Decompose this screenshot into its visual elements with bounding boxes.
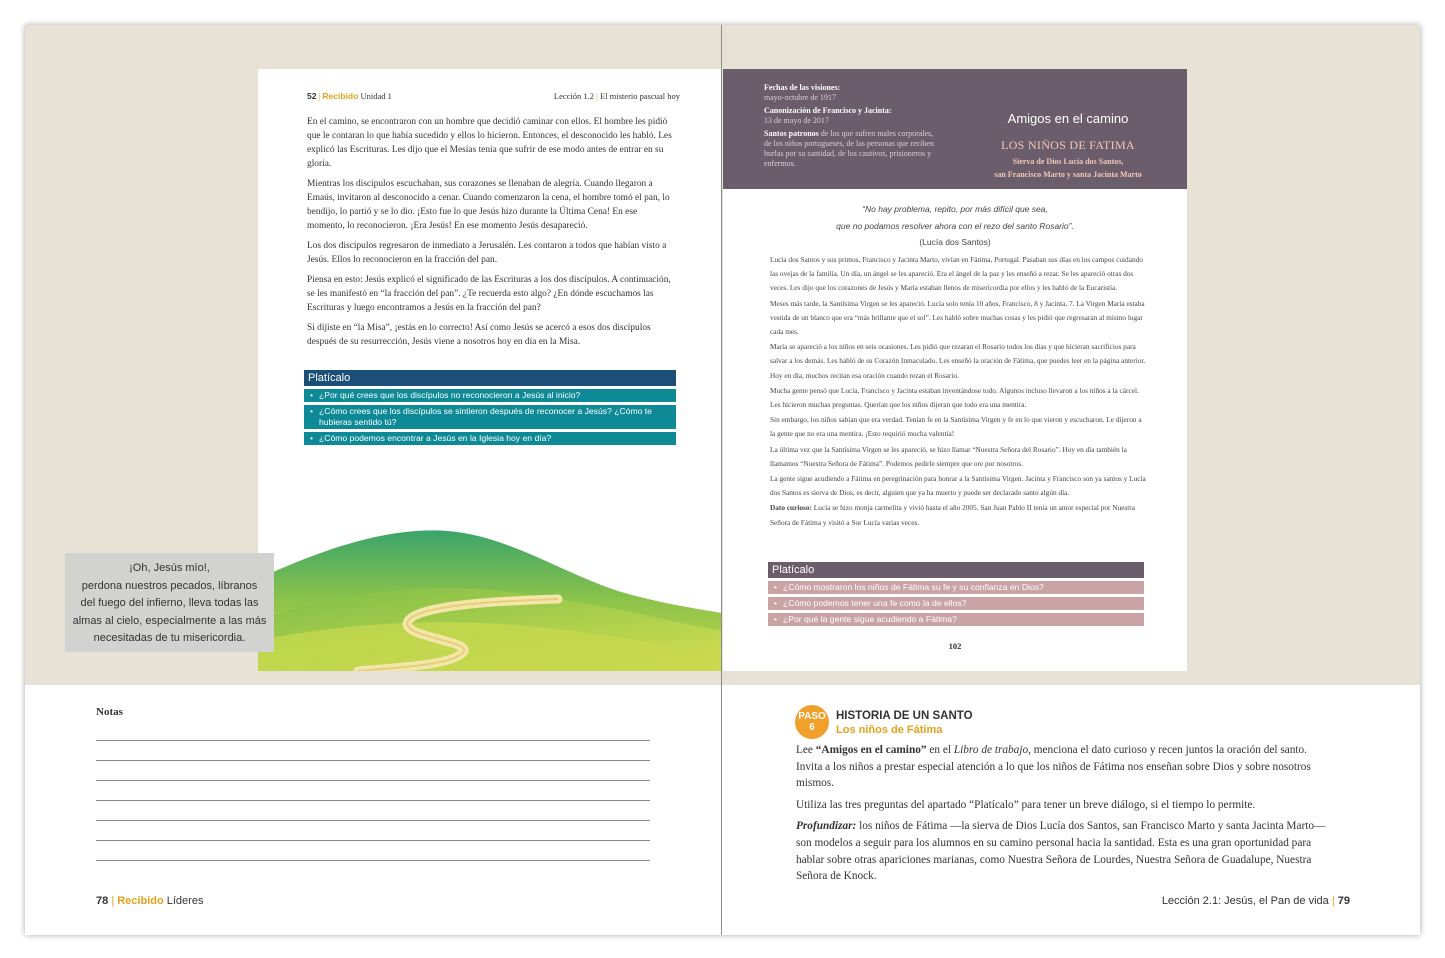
page-number: 52 [307,91,317,101]
discussion-question: • ¿Por qué la gente sigue acudiendo a Fátima? [768,613,1144,626]
student-page-102 [723,69,1187,671]
paragraph: María se apareció a los niños en seis ocasiones. Les pidió que rezaran el Rosario todos los días y que hicieran sacrificios para salvar a los demás. Les habló de su Corazón Inmaculado. Les enseñó la oración de Fátima, que puedes leer en la página anterior. Hoy en día, muchos recitan esa oración cuando rezan el Rosario. [770,342,1146,380]
paragraph: Piensa en esto: Jesús explicó el significado de las Escrituras a los dos discípulos. A continuación, se les manifestó en “la fracción del pan”. ¿Te recuerda esto algo? ¿En dónde escuchamos las Escrituras y luego encontramos a Jesús en la fracción del pan? [307,275,671,313]
story-text [307,115,677,355]
leader-instructions [796,742,1336,890]
step-badge: PASO 6 [795,705,829,739]
prayer-line: almas al cielo, especialmente a las más [72,614,267,627]
note-line[interactable] [96,800,650,801]
platicalo-box [304,370,676,445]
paragraph: Los dos discípulos regresaron de inmediato a Jerusalén. Les contaron a todos que habían visto a Jesús. Ellos lo reconocieron en la fracción del pan. [307,241,667,265]
prayer-line: perdona nuestros pecados, líbranos [81,579,258,592]
book-spread [25,25,1420,935]
note-line[interactable] [96,740,650,741]
note-line[interactable] [96,760,650,761]
footer-page-number: 79 [1337,895,1350,907]
fact-canonization: Canonización de Francisco y Jacinta: 13 de mayo de 2017 [764,106,892,125]
fact-patrons: Santos patronos de los que sufren males corporales, de los niños portugueses, de las personas que reciben burlas por su santidad, de los cautivos, prisioneros y enfermos. [764,129,934,168]
footer-left: 78 | Recibido Líderes [96,895,204,907]
platicalo-title: Platícalo [768,562,1144,578]
paragraph: Mientras los discípulos escuchaban, sus corazones se llenaban de alegría. Cuando llegaron a Emaús, invitaron al desconocido a cenar. Cuando comenzaron la cena, el hombre tomó el pan, lo bendijo, lo partió y se lo dio. ¡Esto fue lo que Jesús hizo durante la Última Cena! En ese momento, lo reconocieron. ¡Era Jesús! En ese momento Jesús desapareció. [307,179,670,231]
saint-story-text [770,253,1146,531]
student-page-52 [258,69,722,671]
note-line[interactable] [96,840,650,841]
prayer-line: necesitadas de tu misericordia. [93,632,246,644]
saint-subtitle: Sierva de Dios Lucía dos Santos, san Francisco Marto y santa Jacinta Marto [994,157,1142,179]
hill-illustration [258,521,722,671]
step-title: HISTORIA DE UN SANTO [836,710,973,722]
paragraph: Meses más tarde, la Santísima Virgen se les apareció. Lucía solo tenía 10 años, Francisco, 8 y Jacinta, 7. La Virgen María estaba vestida de un blanco que era “más brillante que el sol”. Les habló sobre muchas cosas y les pidió que regresaran al mismo lugar cada mes. [770,298,1145,337]
left-running-head: 52 | Recibido Unidad 1 [307,91,392,101]
discussion-question: • ¿Por qué crees que los discípulos no reconocieron a Jesús al inicio? [304,389,676,402]
prayer-line: del fuego del infierno, lleva todas las [80,597,259,609]
instruction-paragraph: Profundizar: los niños de Fátima —la sierva de Dios Lucía dos Santos, san Francisco Marto y santa Jacinta Marto— son modelos a seguir para los alumnos en su camino personal hacia la santidad. Esta es una gran oportunidad para hablar sobre otras apariciones marianas, como Nuestra Señora de Lourdes, Nuestra Señora de Guadalupe, Nuestra Señora de Knock. [796,820,1326,883]
paragraph: Mucha gente pensó que Lucía, Francisco y Jacinta estaban inventándose todo. Algunos incluso llevaron a los niños a la cárcel. Les hicieron muchas preguntas. Querían que los niños dijeran que todo era una mentira. [770,385,1139,410]
saint-quote: “No hay problema, repito, por más difícil que sea, que no podamos resolver ahora con el rezo del santo Rosario”. (Lucía dos Santos) [763,201,1147,251]
saint-facts [764,83,939,172]
discussion-question: • ¿Cómo mostraron los niños de Fátima su fe y su confianza en Dios? [768,581,1144,594]
step-subtitle: Los niños de Fátima [836,724,943,736]
instruction-paragraph: Utiliza las tres preguntas del apartado “Platícalo” para tener un breve diálogo, si el tiempo lo permite. [796,798,1256,811]
prayer-box [65,553,274,652]
book-name: Recibido [322,91,359,101]
note-line[interactable] [96,780,650,781]
quote-author: (Lucía dos Santos) [919,237,991,247]
lesson-title: El misterio pascual hoy [599,91,680,101]
instruction-paragraph: Lee “Amigos en el camino” en el Libro de trabajo, menciona el dato curioso y recen juntos la oración del santo. Invita a los niños a prestar especial atención a lo que los niños de Fátima nos enseñan sobre Dios y sobre nosotros mismos. [796,744,1311,790]
saint-title: LOS NIÑOS DE FATIMA [1001,138,1135,152]
paragraph: Lucía dos Santos y sus primos, Francisco y Jacinta Marto, vivían en Fátima, Portugal. Pasaban sus días en los campos cuidando las ovejas de la familia. Un día, un ángel se les apareció. Era el ángel de la paz y les enseñó a rezar. Se les apareció otras dos veces. Les dijo que los corazones de Jesús y María estaban llenos de misericordia por ellos y les habló de la Eucaristía. [770,255,1143,293]
book-gutter [721,25,722,935]
paragraph: Si dijiste en “la Misa”, ¡estás en lo correcto! Así como Jesús se acercó a esos dos discípulos después de su resurrección, Jesús viene a nosotros hoy en día en la Misa. [307,323,651,347]
paragraph: Sin embargo, los niños sabían que era verdad. Tenían fe en la Santísima Virgen y fe en lo que vieron y escucharon. Le dijeron a la gente que no era una mentira. ¡Esto requirió mucha valentía! [770,415,1142,439]
footer-page-number: 78 [96,895,109,907]
paragraph: La gente sigue acudiendo a Fátima en peregrinación para honrar a la Santísima Virgen. Jacinta y Francisco son ya santos y Lucía dos Santos es sierva de Dios, es decir, alguien que ya ha muerto y puede ser declarado santo algún día. [770,474,1146,498]
paragraph: En el camino, se encontraron con un hombre que decidió caminar con ellos. El hombre les pidió que le contaran lo que había sucedido y ellos lo hicieron. Entonces, el desconocido les habló. Les explicó las Escrituras. Les dijo que el Mesías tenía que sufrir de ese modo antes de entrar en su gloria. [307,117,672,169]
section-title: Amigos en el camino [1007,111,1129,126]
lesson-number: Lección 1.2 [553,91,595,101]
dato-curioso: Dato curioso: Lucía se hizo monja carmelita y vivió hasta el año 2005. San Juan Pablo II tenía un amor especial por Nuestra Señora de Fátima y visitó a Sor Lucía varias veces. [770,503,1135,527]
footer-right: Lección 2.1: Jesús, el Pan de vida | 79 [1161,895,1350,907]
footer-edition: Líderes [166,895,204,907]
platicalo-title: Platícalo [304,370,676,386]
platicalo-box-2 [768,562,1144,626]
paragraph: La última vez que la Santísima Virgen se les apareció, se hizo llamar “Nuestra Señora del Rosario”. Hoy en día también la llamamos “Nuestra Señora de Fátima”. Podemos pedirle siempre que ore por nosotros. [770,444,1127,468]
prayer-line: ¡Oh, Jesús mío!, [129,562,210,574]
footer-lesson: Lección 2.1: Jesús, el Pan de vida [1161,895,1329,907]
footer-book: Recibido [117,895,164,907]
discussion-question: • ¿Cómo crees que los discípulos se sintieron después de reconocer a Jesús? ¿Cómo te hubieras sentido tú? [304,405,676,429]
right-running-head: Lección 1.2 | El misterio pascual hoy [553,91,680,101]
discussion-question: • ¿Cómo podemos encontrar a Jesús en la Iglesia hoy en día? [304,432,676,445]
unit-name: Unidad 1 [360,91,392,101]
saint-header-band [723,69,1187,189]
notes-label: Notas [96,706,123,718]
note-line[interactable] [96,820,650,821]
discussion-question: • ¿Cómo podemos tener una fe como la de ellos? [768,597,1144,610]
note-line[interactable] [96,860,650,861]
student-page-number: 102 [948,641,962,651]
fact-dates: Fechas de las visiones: mayo-octubre de 1917 [764,83,841,102]
